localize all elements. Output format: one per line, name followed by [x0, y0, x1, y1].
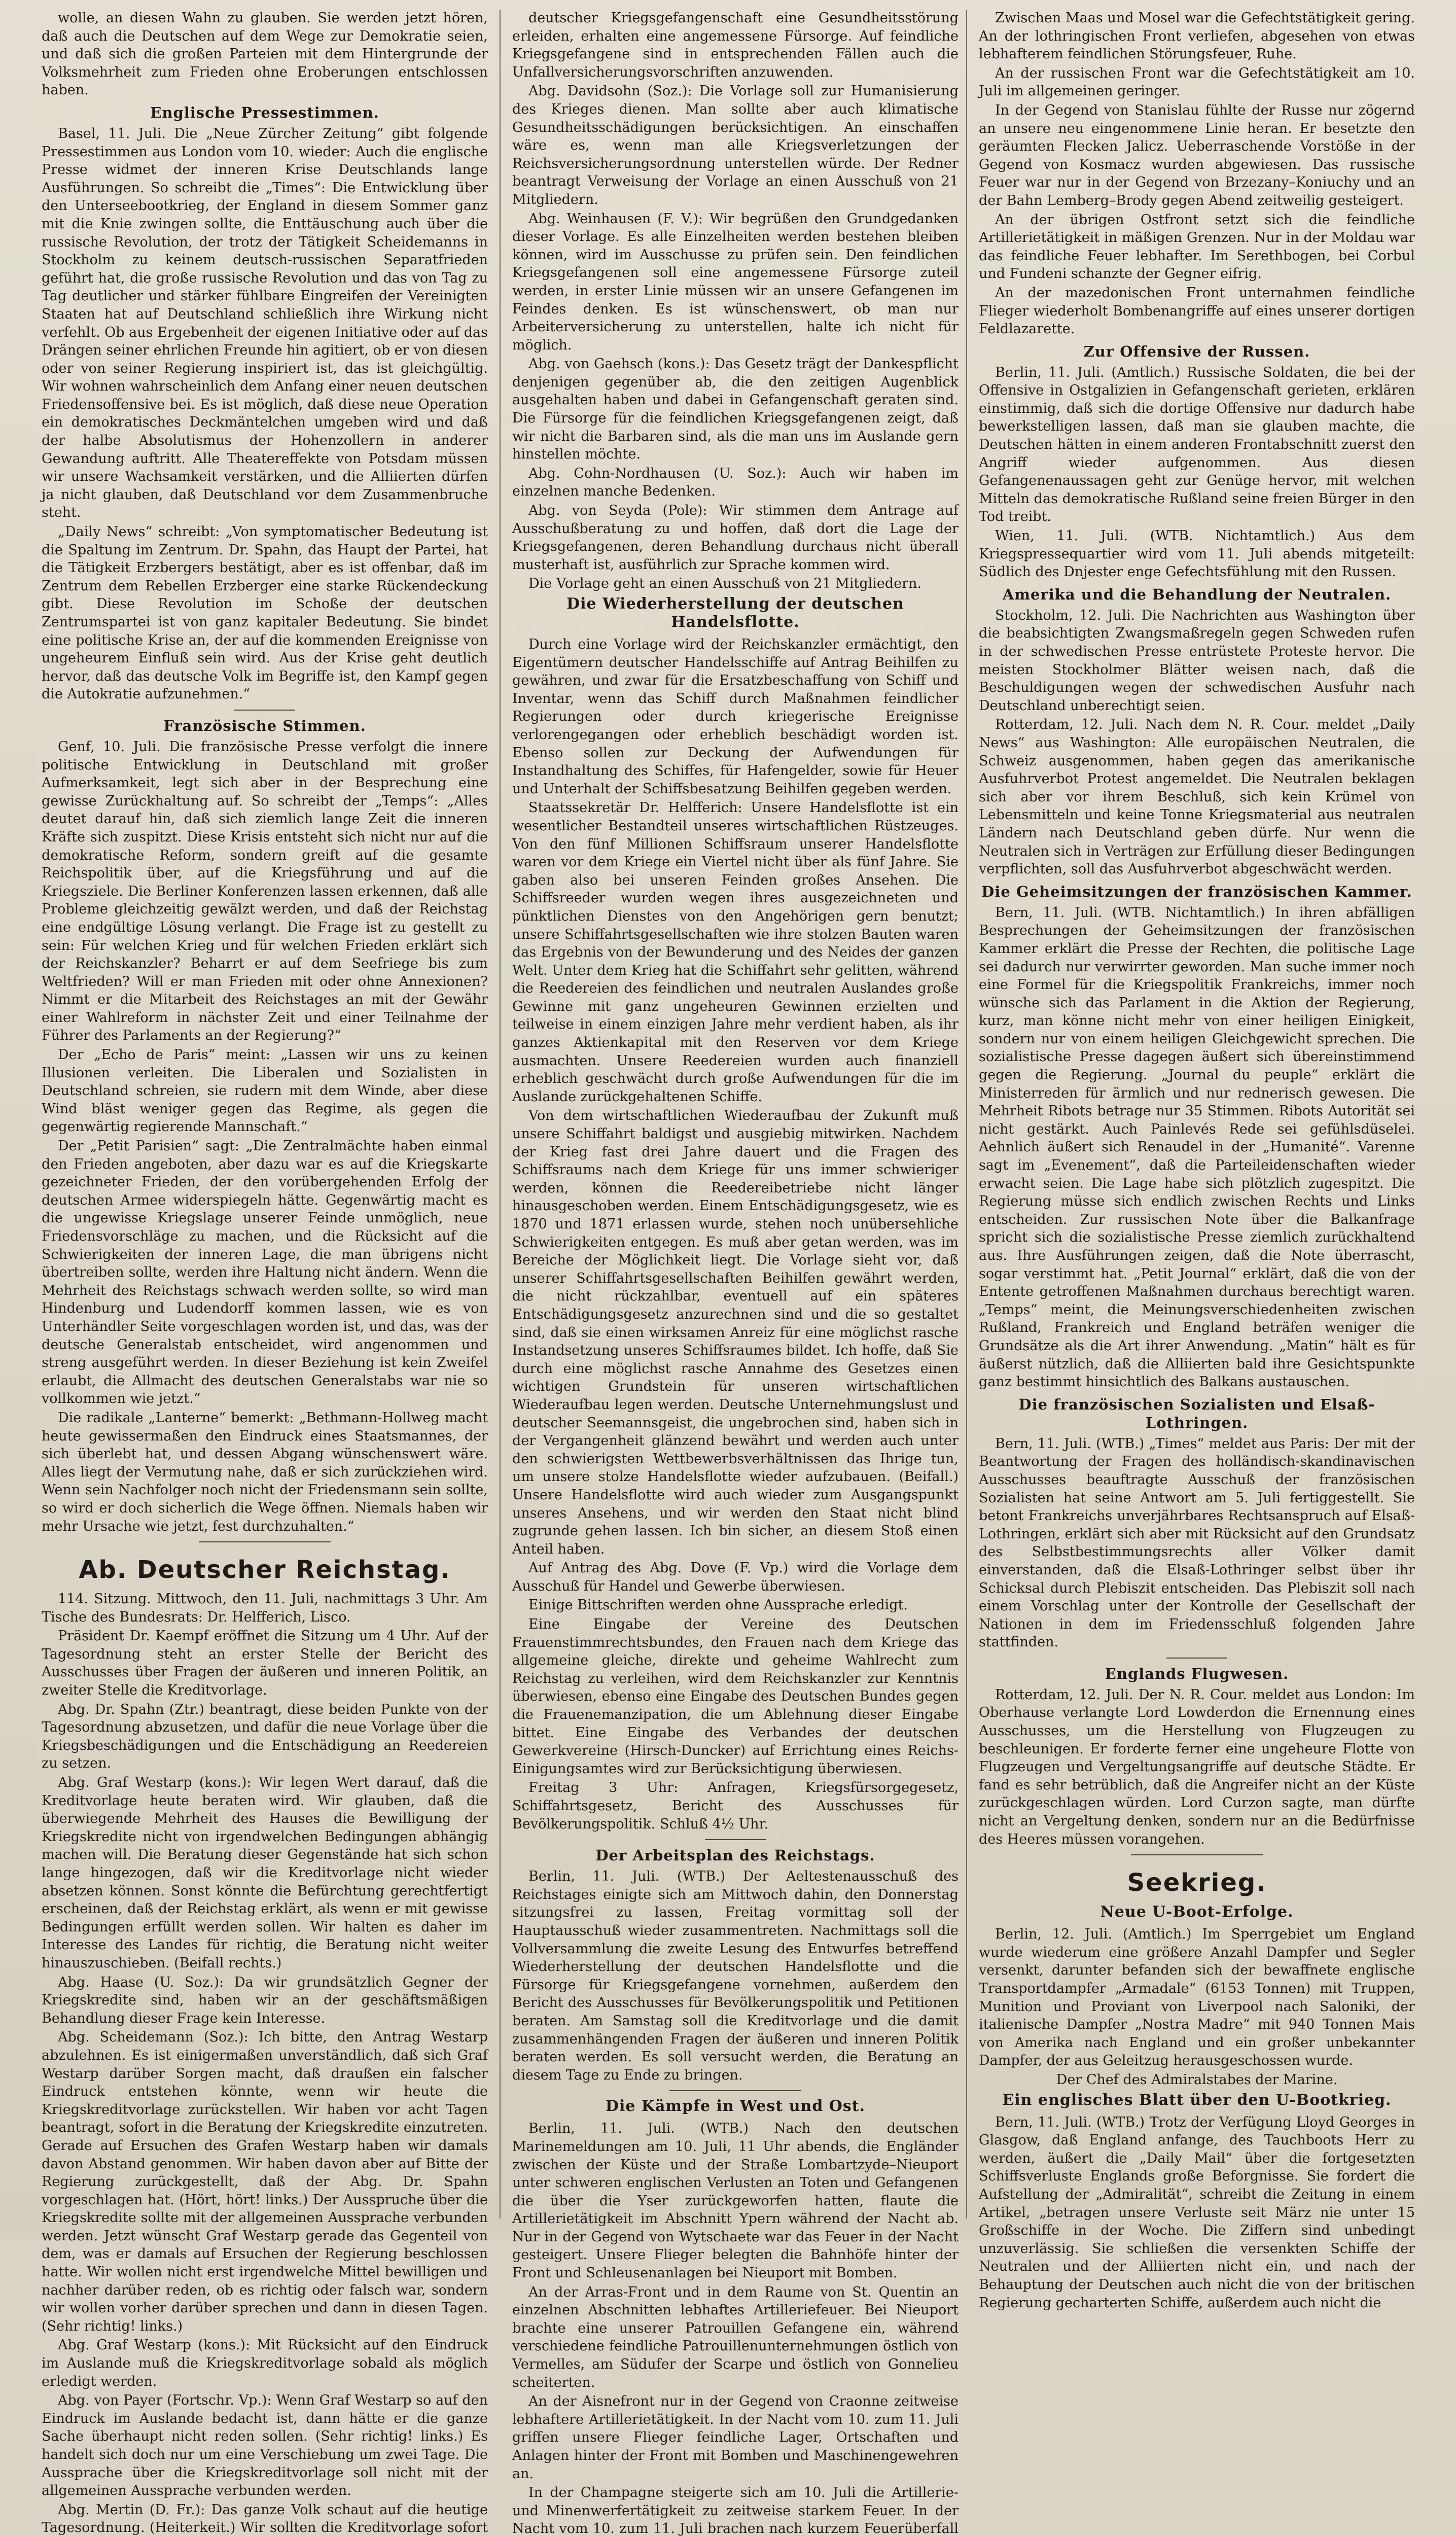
paragraph: Abg. Graf Westarp (kons.): Mit Rücksicht auf den Eindruck im Auslande muß die Kriegskreditvorlage sobald als möglich erledigt werden.: [42, 2337, 488, 2389]
paragraph: Eine Eingabe der Vereine des Deutschen Frauenstimmrechtsbundes, den Frauen nach dem Kriege das allgemeine gleiche, direkte und geheime Wahlrecht zum Reichstag zu verleihen, wird dem Reichskanzler zur Kenntnis überwiesen, ebenso eine Eingabe des Deutschen Bundes gegen die Frauenemanzipation, die um Ablehnung dieser Eingabe bittet. Eine Eingabe des Verbandes der deutschen Gewerkvereine (Hirsch-Duncker) auf Errichtung eines Reichs-Einigungsamtes wird zur Berücksichtigung überwiesen.: [512, 1616, 958, 1777]
paragraph: Abg. von Gaehsch (kons.): Das Gesetz trägt der Dankespflicht denjenigen gegenüber ab, die den zeitigen Augenblick ausgehalten haben und dabei in Gefangenschaft geraten sind. Die Fürsorge für die feindlichen Kriegsgefangenen zeigt, daß wir nicht die Barbaren sind, als die man uns im Auslande gern hinstellen möchte.: [512, 356, 958, 463]
section-heading-sozialisten-elsass: Die französischen Sozialisten und Elsaß-Lothringen.: [1018, 1395, 1375, 1431]
paragraph: An der übrigen Ostfront setzt sich die feindliche Artillerietätigkeit in mäßigen Grenzen. Nur in der Moldau war das feindliche Feuer lebhafter. Im Serethbogen, bei Corbul und Fundeni schanzte der Gegner eifrig.: [979, 212, 1415, 282]
paragraph: Berlin, 11. Juli. (WTB.) Der Aeltestenausschuß des Reichstages einigte sich am Mittwoch dahin, den Donnerstag sitzungsfrei zu lassen, Freitag vormittag soll der Hauptausschuß wieder zusammentreten. Nachmittags soll die Vollversammlung die zweite Lesung des Entwurfes betreffend Wiederherstellung der deutschen Handelsflotte und die Fürsorge für Kriegsgefangene vornehmen, außerdem den Bericht des Ausschusses für Bevölkerungspolitik und Petitionen beraten. Am Samstag soll die Kreditvorlage und die damit zusammenhängenden Fragen der äußeren und inneren Politik beraten werden. Es soll versucht werden, die Beratung an diesem Tage zu Ende zu bringen.: [512, 1869, 958, 2083]
separator-line: [199, 1541, 331, 1542]
paragraph: Bern, 11. Juli. (WTB.) „Times“ meldet aus Paris: Der mit der Beantwortung der Fragen des holländisch-skandinavischen Ausschusses beauftragte Ausschuß der französischen Sozialisten hat seine Antwort am 5. Juli fertiggestellt. Sie betont Frankreichs unverjährbares Rechtsanspruch auf Elsaß-Lothringen, erklärt sich aber mit Rücksicht auf den Grundsatz des Selbstbestimmungsrechts aller Völker damit einverstanden, daß die Elsaß-Lothringer selbst über ihr Schicksal durch Plebiszit entscheiden. Das Plebiszit soll nach einem Vorschlag unter der Kontrolle der Gesellschaft der Nationen in dem im Friedensschluß folgenden Jahre stattfinden.: [979, 1435, 1415, 1650]
paragraph: Zwischen Maas und Mosel war die Gefechtstätigkeit gering. An der lothringischen Front verliefen, abgesehen von etwas lebhafterem feindlichen Störungsfeuer, Ruhe.: [979, 10, 1415, 62]
section-heading-englisches-blatt: Ein englisches Blatt über den U-Bootkrieg.: [1002, 2091, 1392, 2109]
section-heading-handelsflotte: Die Wiederherstellung der deutschen Handelsflotte.: [566, 595, 904, 631]
separator-line: [1166, 1658, 1227, 1659]
column-middle: [512, 9, 958, 2536]
paragraph: Auf Antrag des Abg. Dove (F. Vp.) wird die Vorlage dem Ausschuß für Handel und Gewerbe überwiesen.: [512, 1560, 958, 1594]
paragraph: Einige Bittschriften werden ohne Aussprache erledigt.: [528, 1597, 908, 1613]
paragraph: Abg. Scheidemann (Soz.): Ich bitte, den Antrag Westarp abzulehnen. Es ist einigermaßen unverständlich, daß sich Graf Westarp darüber Sorgen macht, daß draußen ein falscher Eindruck entstehen könnte, wenn wir heute die Kriegskreditvorlage zurückstellen. Wir haben vor acht Tagen beantragt, sofort in die Beratung der Kriegskredite einzutreten. Gerade auf Ersuchen des Grafen Westarp haben wir damals davon Abstand genommen. Wir haben davon aber auf Bitte der Regierung zurückgestellt, daß der Abg. Dr. Spahn vorgeschlagen hat. (Hört, hört! links.) Der Ausspruche über die Kriegskredite sollte mit der allgemeinen Aussprache verbunden werden. Jetzt wünscht Graf Westarp gerade das Gegenteil von dem, was er damals auf Ersuchen der Regierung beschlossen hatte. Wir wollen nicht erst irgendwelche Mittel bewilligen und nachher darüber reden, ob es richtig oder falsch war, sondern wir wollen vorher darüber sprechen und dann in diesen Tagen. (Sehr richtig! links.): [42, 2029, 488, 2334]
separator-line: [1131, 1854, 1263, 1855]
paragraph: Rotterdam, 12. Juli. Der N. R. Cour. meldet aus London: Im Oberhause verlangte Lord Lowderdon die Ernennung eines Ausschusses, um die Herstellung von Flugzeugen zu beschleunigen. Er forderte ferner eine ungeheure Flotte von Flugzeugen und Vergeltungsangriffe auf deutsche Städte. Er fand es sehr betrüblich, daß die Angreifer nicht an der Küste zurückgeschlagen würden. Lord Curzon sagte, man dürfte nicht an Vergeltung denken, sondern nur an die Bedürfnisse des Heeres müssen vorangehen.: [979, 1686, 1415, 1847]
paragraph: Basel, 11. Juli. Die „Neue Zürcher Zeitung“ gibt folgende Pressestimmen aus London vom 10. wieder: Auch die englische Presse widmet der inneren Krise Deutschlands lange Ausführungen. So schreibt die „Times“: Die Entwicklung über den Unterseebootkrieg, der England in diesem Sommer ganz mit die Knie zwingen sollte, die Enttäuschung auch über die russische Revolution, der trotz der Tätigkeit Scheidemanns in Stockholm zu keinem deutsch-russischen Separatfrieden geführt hat, die große russische Revolution und das von Tag zu Tag deutlicher und stärker fühlbare Eingreifen der Vereinigten Staaten hat auf Deutschland schließlich ihre Wirkung nicht verfehlt. Ob aus Ergebenheit der eigenen Initiative oder auf das Drängen seiner ehrlichen Freunde hin agitiert, ob er von diesen oder von seiner Regierung inspiriert ist, das ist gleichgültig. Wir wohnen wahrscheinlich dem Anfang einer neuen deutschen Friedensoffensive bei. Es ist möglich, daß diese neue Operation ein demokratisches Deckmäntelchen umgeben wird und daß der halbe Absolutismus der Hohenzollern in anderer Gewandung auftritt. Alle Theatereffekte von Potsdam müssen wir unsere Wachsamkeit verstärken, und die Alliierten dürfen ja nicht glauben, daß Deutschland vor dem Zusammenbruche steht.: [42, 125, 488, 521]
paragraph: Berlin, 11. Juli. (WTB.) Nach den deutschen Marinemeldungen am 10. Juli, 11 Uhr abends, die Engländer zwischen der Küste und der Straße Lombartzyde–Nieuport unter schweren englischen Verlusten an Toten und Gefangenen die über die Yser zurückgeworfen hatten, flaute die Artillerietätigkeit im Abschnitt Ypern während der Nacht ab. Nur in der Gegend von Wytschaete war das Feuer in der Nacht gesteigert. Unsere Flieger belegten die Bahnhöfe hinter der Front und Schleusenanlagen bei Nieuport mit Bomben.: [512, 2121, 958, 2281]
section-heading-amerika-neutrale: Amerika und die Behandlung der Neutralen.: [1002, 585, 1392, 603]
column-left: [42, 9, 488, 2536]
section-heading-englische-pressestimmen: Englische Pressestimmen.: [150, 103, 379, 121]
paragraph: Wien, 11. Juli. (WTB. Nichtamtlich.) Aus dem Kriegspressequartier wird vom 11. Juli abends mitgeteilt: Südlich des Dnjester enge Gefechtsfühlung mit den Russen.: [979, 528, 1415, 580]
paragraph: Präsident Dr. Kaempf eröffnet die Sitzung um 4 Uhr. Auf der Tagesordnung steht an erster Stelle der Bericht des Ausschusses über Fragen der äußeren und inneren Politik, an zweiter Stelle die Kreditvorlage.: [42, 1628, 488, 1699]
section-heading-franzoesische-stimmen: Französische Stimmen.: [163, 717, 366, 734]
paragraph: Bern, 11. Juli. (WTB.) Trotz der Verfügung Lloyd Georges in Glasgow, daß England anfange, des Tauchboots Herr zu werden, äußert die „Daily Mail“ über die fortgesetzten Schiffsverluste Englands große Beforgnisse. Sie fordert die Aufstellung der „Admiralität“, schreibt die Zeitung in einem Artikel, „betragen unsere Verluste seit März nie unter 15 Großschiffe in der Woche. Die Ziffern sind unbedingt unzuverlässig. Sie schließen die versenkten Schiffe der Neutralen und der Alliierten nicht ein, und nach der Behauptung der Deutschen auch nicht die von der britischen Regierung gecharterten Schiffe, außerdem auch nicht die: [979, 2114, 1415, 2311]
paragraph: Bern, 11. Juli. (WTB. Nichtamtlich.) In ihren abfälligen Besprechungen der Geheimsitzungen der französischen Kammer erklärt die Presse der Rechten, die politische Lage sei dadurch nur verwirrter geworden. Man suche immer noch eine Formel für die Kriegspolitik Frankreichs, immer noch wünsche sich das Parlament in die Aktion der Regierung, kurz, man könne nicht mehr von einer heiligen Einigkeit, sondern nur von einem heiligen Gleichgewicht sprechen. Die sozialistische Presse dagegen äußert sich übereinstimmend gegen die Regierung. „Journal du peuple“ erklärt die Ministerreden für ärmlich und nur rednerisch gewesen. Die Mehrheit Ribots betrage nur 35 Stimmen. Ribots Autorität sei nicht gestärkt. Auch Painlevés Rede sei gefühlsdüselei. Aehnlich äußert sich Renaudel in der „Humanité“. Varenne sagt im „Evenement“, daß die Parteileidenschaften wieder erwacht seien. Die Lage habe sich plötzlich zugespitzt. Die Regierung müsse sich endlich zwischen Rechts und Links entscheiden. Zur russischen Note über die Balkanfrage spricht sich die sozialistische Presse ziemlich zurückhaltend aus. Ihre Ausführungen zeigen, daß die Note überrascht, sogar verstimmt hat. „Petit Journal“ erklärt, daß die von der Entente getroffenen Maßnahmen durchaus berechtigt waren. „Temps“ meint, die Meinungsverschiedenheiten zwischen Rußland, Frankreich und England beträfen weniger die Grundsätze als die Art ihrer Anwendung. „Matin“ hält es für äußerst nützlich, daß die Alliierten bald ihre Gesichtspunkte ganz bestimmt hinsichtlich des Balkans austauschen.: [979, 904, 1415, 1390]
section-heading-deutscher-reichstag: Ab. Deutscher Reichstag.: [79, 1556, 451, 1584]
paragraph: Abg. Dr. Spahn (Ztr.) beantragt, diese beiden Punkte von der Tagesordnung abzusetzen, und dafür die neue Vorlage über die Kriegsbeschädigungen und die Entschädigung an Reedereien zu setzen.: [42, 1701, 488, 1772]
separator-line: [705, 1839, 766, 1840]
paragraph: Berlin, 11. Juli. (Amtlich.) Russische Soldaten, die bei der Offensive in Ostgalizien in Gefangenschaft gerieten, erklären einstimmig, daß sich die dortige Offensive nur dadurch habe bewerkstelligen lassen, daß man sie glauben machte, die Deutschen hätten in einem anderen Frontabschnitt zuerst den Angriff wieder aufgenommen. Aus diesen Gefangenenaussagen geht zur Genüge hervor, mit welchen Mitteln das demokratische Rußland seine freien Bürger in den Tod treibt.: [979, 364, 1415, 525]
paragraph: Abg. Davidsohn (Soz.): Die Vorlage soll zur Humanisierung des Krieges dienen. Man sollte aber auch klimatische Gesundheitsschädigungen berücksichtigen. An einschaffen wäre es, wenn man alle Kriegsverletzungen der Reichsversicherungsordnung unterstellen würde. Der Redner beantragt Verweisung der Vorlage an einen Ausschuß von 21 Mitgliedern.: [512, 83, 958, 207]
paragraph: Der „Petit Parisien“ sagt: „Die Zentralmächte haben einmal den Frieden angeboten, aber dazu war es auf die Kriegskarte gezeichneter Frieden, der den vorübergehenden Erfolg der deutschen Armee widerspiegeln hätte. Gegenwärtig macht es die ungewisse Kriegslage unserer Feinde unmöglich, neue Friedensvorschläge zu machen, und die Rücksicht auf die Schwierigkeiten der inneren Lage, die man übrigens nicht übertreiben sollte, werden ihre Haltung nicht ändern. Wenn die Mehrheit des Reichstags schwach werden sollte, so wird man Hindenburg und Ludendorff kommen lassen, wie es von Unterhändler Seite vorgeschlagen worden ist, und das, was der deutsche Generalstab entscheidet, wird angenommen und streng ausgeführt werden. In dieser Beziehung ist kein Zweifel erlaubt, die Allmacht des deutschen Generalstabs war nie so vollkommen wie jetzt.“: [42, 1138, 488, 1407]
column-divider: [500, 10, 501, 2218]
paragraph: In der Champagne steigerte sich am 10. Juli die Artillerie- und Minenwerfertätigkeit zu zeitweise starkem Feuer. In der Nacht vom 10. zum 11. Juli brachen nach kurzem Feuerüberfall: [512, 2485, 958, 2536]
paragraph: Stockholm, 12. Juli. Die Nachrichten aus Washington über die beabsichtigten Zwangsmaßregeln gegen Schweden rufen in der schwedischen Presse entrüstete Proteste hervor. Die meisten Stockholmer Blätter weisen nach, daß die Beschuldigungen wegen der schwedischen Ausfuhr nach Deutschland unberechtigt seien.: [979, 607, 1415, 714]
paragraph: Von dem wirtschaftlichen Wiederaufbau der Zukunft muß unsere Schiffahrt baldigst und ausgiebig mitwirken. Nachdem der Krieg fast drei Jahre dauert und die Fragen des Schiffsraums nach dem Kriege für uns immer schwieriger werden, können die Reedereibetriebe nicht länger hinausgeschoben werden. Einem Entschädigungsgesetz, wie es 1870 und 1871 erlassen wurde, stehen noch unübersehliche Schwierigkeiten entgegen. Es muß aber getan werden, was im Bereiche der Möglichkeit liegt. Die Vorlage sieht vor, daß unserer Schiffahrtsgesellschaften Beihilfen gewährt werden, die nicht rückzahlbar, eventuell auf ein späteres Entschädigungsgesetz anzurechnen sind und die so gestaltet sind, daß sie einen wirksamen Anreiz für eine möglichst rasche Instandsetzung unseres Schiffsraumes bildet. Ich hoffe, daß Sie durch eine möglichst rasche Annahme des Gesetzes einen wichtigen Grundstein für unseren wirtschaftlichen Wiederaufbau legen werden. Deutsche Unternehmungslust und deutscher Seemannsgeist, die ungebrochen sind, haben sich in der Vergangenheit glänzend bewährt und werden auch unter den schwierigsten Wettbewerbsverhältnissen das Ihrige tun, um unsere stolze Handelsflotte wieder aufzubauen. (Beifall.) Unsere Handelsflotte wird auch wieder zum Ausgangspunkt unseres Ansehens, und wir werden den Staat nicht blind zugrunde gehen lassen. Ich bin sicher, an diesem Stoß einen Anteil haben.: [512, 1108, 958, 1557]
signature-line: Der Chef des Admiralstabes der Marine.: [1056, 2071, 1338, 2088]
paragraph: Berlin, 12. Juli. (Amtlich.) Im Sperrgebiet um England wurde wiederum eine größere Anzahl Dampfer und Segler versenkt, darunter befanden sich der bewaffnete englische Transportdampfer „Armadale“ (6153 Tonnen) mit Truppen, Munition und Proviant von Liverpool nach Saloniki, der italienische Dampfer „Nostra Madre“ mit 940 Tonnen Mais von Amerika nach England und ein großer unbekannter Dampfer, der aus Geleitzug herausgeschossen wurde.: [979, 1926, 1415, 2069]
paragraph: An der russischen Front war die Gefechtstätigkeit am 10. Juli im allgemeinen geringer.: [979, 65, 1415, 99]
paragraph: Freitag 3 Uhr: Anfragen, Kriegsfürsorgegesetz, Schiffahrtsgesetz, Bericht des Ausschusses für Bevölkerungspolitik. Schluß 4½ Uhr.: [512, 1780, 958, 1832]
paragraph: Abg. Mertin (D. Fr.): Das ganze Volk schaut auf die heutige Tagesordnung. (Heiterkeit.) Wir sollten die Kreditvorlage sofort: [42, 2502, 488, 2536]
paragraph: Abg. Graf Westarp (kons.): Wir legen Wert darauf, daß die Kreditvorlage heute beraten wird. Wir glauben, daß die überwiegende Mehrheit des Hauses die Bewilligung der Kriegskredite nicht von irgendwelchen Bedingungen abhängig machen will. Die Beratung dieser Gegenstände hat sich schon lange hingezogen, daß wir die Kreditvorlage nicht wieder absetzen können. Sonst könnte die Befürchtung gerechtfertigt erscheinen, daß der Reichstag erklärt, als wenn er mit gewisse Bedingungen erfüllt werden sollen. Wir halten es daher im Interesse des Landes für richtig, die Beratung nicht weiter hinauszuschieben. (Beifall rechts.): [42, 1775, 488, 1971]
paragraph: deutscher Kriegsgefangenschaft eine Gesundheitsstörung erleiden, erhalten eine angemessene Fürsorge. Auf feindliche Kriegsgefangene sind in entsprechenden Fällen auch die Unfallversicherungsvorschriften anzuwenden.: [512, 10, 958, 80]
paragraph: Rotterdam, 12. Juli. Nach dem N. R. Cour. meldet „Daily News“ aus Washington: Alle europäischen Neutralen, die Schweiz ausgenommen, haben gegen das amerikanische Ausfuhrverbot Protest angemeldet. Die Neutralen beklagen sich aber vor ihrem Beschluß, sich kein Krümel von Lebensmitteln und keine Tonne Kriegsmaterial aus neutralen Ländern nach Deutschland geben dürfe. Nur wenn die Neutralen sich in Verträgen zur Erfüllung dieser Bedingungen verpflichten, soll das Ausfuhrverbot abgeschwächt werden.: [979, 717, 1415, 877]
section-heading-arbeitsplan: Der Arbeitsplan des Reichstags.: [595, 1847, 875, 1864]
paragraph: Die radikale „Lanterne“ bemerkt: „Bethmann-Hollweg macht heute gewissermaßen den Eindruck eines Staatsmannes, der sich überlebt hat, und dessen Abgang wünschenswert wäre. Alles liegt der Vermutung nahe, daß er sich zurückziehen wird. Wenn sein Nachfolger noch nicht der Friedensmann sein sollte, so wird er doch sicherlich die Wege öffnen. Niemals haben wir mehr Ursache wie jetzt, fest durchzuhalten.“: [42, 1410, 488, 1534]
paragraph: Genf, 10. Juli. Die französische Presse verfolgt die innere politische Entwicklung in Deutschland mit großer Aufmerksamkeit, legt sich aber in der Besprechung eine gewisse Zurückhaltung auf. So schreibt der „Temps“: „Alles deutet darauf hin, daß sich ziemlich lange Zeit die inneren Kräfte sich zuspitzt. Diese Krisis entsteht sich nicht nur auf die demokratische Reform, sondern greift auf die gesamte Reichspolitik über, auf die Kriegsführung und auf die Kriegsziele. Die Berliner Konferenzen lassen erkennen, daß alle Probleme gleichzeitig gewälzt werden, und daß der Reichstag eine endgültige Lösung verlangt. Die Frage ist zu gestellt zu sein: Für welchen Krieg und für welchen Frieden erklärt sich der Reichskanzler? Beharrt er auf dem Seefriege bis zum Weltfrieden? Will er man Frieden mit oder ohne Annexionen? Nimmt er die Mitarbeit des Reichstages an mit der Gewähr einer Wahlreform in nächster Zeit und einer Teilnahme der Führer des Parlaments an der Regierung?“: [42, 738, 488, 1044]
paragraph: An der Arras-Front und in dem Raume von St. Quentin an einzelnen Abschnitten lebhaftes Artilleriefeuer. Bei Nieuport brachte eine unserer Patrouillen Gefangene ein, während verschiedene feindliche Patrouillenunternehmungen östlich von Vermelles, am Südufer der Scarpe und östlich von Gonnelieu scheiterten.: [512, 2284, 958, 2390]
section-heading-geheimsitzungen: Die Geheimsitzungen der französischen Kammer.: [981, 883, 1412, 900]
paragraph: „Daily News“ schreibt: „Von symptomatischer Bedeutung ist die Spaltung im Zentrum. Dr. Spahn, das Haupt der Partei, hat die Tätigkeit Erzbergers bestätigt, aber es ist offenbar, daß im Zentrum dem Rebellen Erzberger eine starke Rückendeckung gibt. Diese Revolution im Schoße der deutschen Zentrumspartei ist von ganz kapitaler Bedeutung. Sie bindet eine politische Krise an, der auf die kommenden Ereignisse von ungeheurem Einfluß sein wird. Aus der Krise geht deutlich hervor, daß das deutsche Volk im Begriffe ist, den Kampf gegen die Autokratie aufzunehmen.“: [42, 524, 488, 702]
paragraph: wolle, an diesen Wahn zu glauben. Sie werden jetzt hören, daß auch die Deutschen auf dem Wege zur Demokratie seien, und daß sich die großen Parteien mit dem Hintergrunde der Volksmehrheit zum Frieden ohne Eroberungen entschlossen haben.: [42, 10, 488, 98]
paragraph: Abg. Cohn-Nordhausen (U. Soz.): Auch wir haben im einzelnen manche Bedenken.: [512, 465, 958, 500]
section-heading-flugwesen: Englands Flugwesen.: [1105, 1665, 1289, 1682]
paragraph: An der mazedonischen Front unternahmen feindliche Flieger wiederholt Bombenangriffe auf eines unserer dortigen Feldlazarette.: [979, 285, 1415, 337]
paragraph: Abg. von Payer (Fortschr. Vp.): Wenn Graf Westarp so auf den Eindruck im Auslande bedacht ist, dann hätte er die ganze Sache überhaupt nicht reden sollen. (Sehr richtig! links.) Es handelt sich doch nur um eine Verschiebung um zwei Tage. Die Aussprache über die Kriegskreditvorlage soll nicht mit der allgemeinen Aussprache verbunden werden.: [42, 2392, 488, 2499]
paragraph: Die Vorlage geht an einen Ausschuß von 21 Mitgliedern.: [528, 576, 922, 592]
paragraph: Durch eine Vorlage wird der Reichskanzler ermächtigt, den Eigentümern deutscher Handelsschiffe auf Antrag Beihilfen zu gewähren, und zwar für die Ersatzbeschaffung von Schiff und Inventar, wenn das Schiff durch Maßnahmen feindlicher Regierungen oder durch kriegerische Ereignisse verlorengegangen oder erheblich beschädigt worden ist. Ebenso sollen zur Deckung der Aufwendungen für Instandhaltung des Schiffes, für Hafengelder, sowie für Heuer und Unterhalt der Schiffsbesatzung Beihilfen gegeben werden.: [512, 637, 958, 797]
section-heading-offensive-russen: Zur Offensive der Russen.: [1083, 342, 1310, 360]
section-heading-seekrieg: Seekrieg.: [1127, 1869, 1267, 1897]
separator-line: [234, 710, 295, 711]
paragraph: 114. Sitzung. Mittwoch, den 11. Juli, nachmittags 3 Uhr. Am Tische des Bundesrats: Dr. Helfferich, Lisco.: [42, 1591, 488, 1625]
paragraph: Der „Echo de Paris“ meint: „Lassen wir uns zu keinen Illusionen verleiten. Die Liberalen und Sozialisten in Deutschland schreien, sie rudern mit dem Winde, aber diese Wind bläst weniger gegen das Regime, als gegen die gegenwärtig regierende Mannschaft.“: [42, 1047, 488, 1135]
paragraph: Staatssekretär Dr. Helfferich: Unsere Handelsflotte ist ein wesentlicher Bestandteil unseres wirtschaftlichen Rüstzeuges. Von den fünf Millionen Schiffsraum unserer Handelsflotte waren vor dem Kriege ein Viertel nicht über als fünf Jahre. Sie gaben also bei unseren Feinden großes Ansehen. Die Schiffsreeder wurden wegen ihres ausgezeichneten und pünktlichen Dienstes von den Angehörigen gern benutzt; unsere Schiffahrtsgesellschaften wie ihre stolzen Bauten waren das Ergebnis von der Bewunderung und des Neides der ganzen Welt. Unter dem Krieg hat die Schiffahrt sehr gelitten, während die Reedereien des feindlichen und neutralen Auslandes große Gewinne mit ganz ungeheuren Gewinnen erzielten und teilweise in einem einzigen Jahre mehr verdient haben, als ihr ganzes Aktienkapital mit den Reserven vor dem Kriege ausmachten. Unsere Reedereien wurden auch finanziell erheblich geschwächt durch große Aufwendungen für die im Auslande zurückgehaltenen Schiffe.: [512, 800, 958, 1105]
paragraph: An der Aisnefront nur in der Gegend von Craonne zeitweise lebhaftere Artillerietätigkeit. In der Nacht vom 10. zum 11. Juli griffen unsere Flieger feindliche Lager, Ortschaften und Anlagen hinter der Front mit Bomben und Maschinengewehren an.: [512, 2393, 958, 2482]
column-divider: [966, 10, 967, 2218]
paragraph: In der Gegend von Stanislau fühlte der Russe nur zögernd an unsere neu eingenommene Linie heran. Er besetzte den geräumten Flecken Jalicz. Ueberraschende Vorstöße in der Gegend von Kosmacz wurden abgewiesen. Das russische Feuer war nur in der Gegend von Brzezany–Koniuchy und an der Bahn Lemberg–Brody gegen Abend zeitweilig gesteigert.: [979, 102, 1415, 208]
column-right: [979, 9, 1415, 2311]
paragraph: Abg. von Seyda (Pole): Wir stimmen dem Antrage auf Ausschußberatung zu und hoffen, daß dort die Lage der Kriegsgefangenen, deren Behandlung durchaus nicht überall musterhaft ist, ausführlich zur Sprache kommen wird.: [512, 503, 958, 573]
separator-line: [669, 2090, 801, 2091]
paragraph: Abg. Haase (U. Soz.): Da wir grundsätzlich Gegner der Kriegskredite sind, haben wir an der geschäftsmäßigen Behandlung dieser Frage kein Interesse.: [42, 1974, 488, 2026]
paragraph: Abg. Weinhausen (F. V.): Wir begrüßen den Grundgedanken dieser Vorlage. Es alle Einzelheiten werden bestehen bleiben können, wird im Ausschusse zu prüfen sein. Den feindlichen Kriegsgefangenen soll eine angemessene Fürsorge zuteil werden, in erster Linie müssen wir an unsere Gefangenen im Feindes denken. Es ist wünschenswert, ob man nur Arbeiterversicherung zu unterstellen, halte ich nicht für möglich.: [512, 210, 958, 353]
section-heading-kaempfe-west-ost: Die Kämpfe in West und Ost.: [605, 2097, 866, 2116]
subheading-neue-uboot-erfolge: Neue U-Boot-Erfolge.: [1100, 1903, 1294, 1921]
